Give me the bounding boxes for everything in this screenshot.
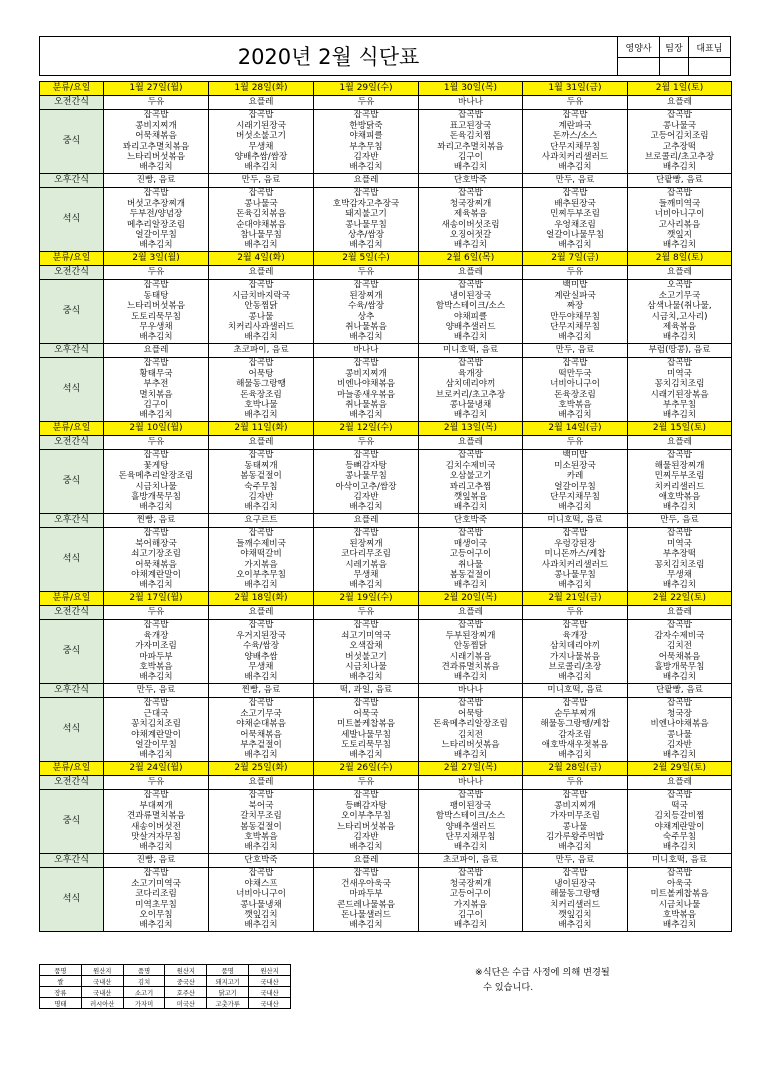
- row-label: 분류/요일: [40, 82, 104, 96]
- notice-line: 수 있습니다.: [483, 982, 534, 993]
- meal-cell: 잡곡밥 콩나물국 돈육김치볶음 순대야채볶음 참나물무침 배추김치: [209, 188, 314, 252]
- meal-cell: 잡곡밥 냉이된장국 함박스테이크/소스 야채피클 양배추샐러드 배추김치: [419, 280, 523, 344]
- meal-cell: 잡곡밥 황태무국 부추전 멸치볶음 김구이 배추김치: [104, 358, 209, 422]
- origin-cell: 가자미: [123, 998, 165, 1009]
- snack-cell: 바나나: [419, 776, 523, 790]
- day-header-row: [40, 252, 732, 266]
- row-label: 오전간식: [40, 96, 104, 110]
- row-label: 중식: [40, 110, 104, 174]
- origin-header-cell: 원산지: [165, 965, 207, 976]
- day-header-row: [40, 82, 732, 96]
- meal-cell: 잡곡밥 미역국 꽁치김치조림 시래기된장볶음 부추무침 배추김치: [628, 358, 732, 422]
- row-label: 석식: [40, 188, 104, 252]
- meal-cell: 잡곡밥 청국장찌개 제육볶음 새송이버섯조림 오징어젓갈 배추김치: [419, 188, 523, 252]
- origin-row: [40, 976, 291, 987]
- meal-cell: 잡곡밥 냉이된장국 해물동그랑땡 치커리샐러드 깻잎김치 배추김치: [523, 868, 628, 932]
- snack-cell: 요플레: [419, 436, 523, 450]
- snack-cell: 두유: [104, 606, 209, 620]
- snack-cell: 두유: [314, 266, 419, 280]
- snack-cell: 요플레: [628, 606, 732, 620]
- snack-cell: 단팥빵, 음료: [628, 684, 732, 698]
- meal-cell: 잡곡밥 콩비지찌개 가자미무조림 콩나물 김가루왕주먹밥 배추김치: [523, 790, 628, 854]
- date-cell: 2월 26일(수): [314, 762, 419, 776]
- snack-cell: 단호박죽: [419, 174, 523, 188]
- origin-cell: 소고기: [123, 987, 165, 998]
- row-label: 오후간식: [40, 344, 104, 358]
- date-cell: 1월 31일(금): [523, 82, 628, 96]
- snack-cell: 진빵, 음료: [104, 174, 209, 188]
- meal-cell: 잡곡밥 김치수제비국 오삼불고기 꽈리고추찜 깻잎볶음 배추김치: [419, 450, 523, 514]
- lunch-row: [40, 110, 732, 174]
- meal-cell: 잡곡밥 아욱국 미트볼케찹볶음 시금치나물 호박볶음 배추김치: [628, 868, 732, 932]
- sign-label-ceo: 대표님: [688, 37, 730, 58]
- row-label: 석식: [40, 868, 104, 932]
- morning-snack-row: [40, 436, 732, 450]
- snack-cell: 두유: [104, 776, 209, 790]
- meal-cell: 잡곡밥 떡만두국 너비아니구이 돈육장조림 호박볶음 배추김치: [523, 358, 628, 422]
- snack-cell: 요구르트: [209, 514, 314, 528]
- snack-cell: 요플레: [419, 606, 523, 620]
- origin-cell: 김치: [123, 976, 165, 987]
- date-cell: 2월 25일(화): [209, 762, 314, 776]
- sign-box-nutritionist: [618, 58, 660, 76]
- notice: [475, 965, 610, 995]
- snack-cell: 단팥빵, 음료: [628, 174, 732, 188]
- date-cell: 2월 12일(수): [314, 422, 419, 436]
- meal-cell: 잡곡밥 육개장 삼치데리야끼 브로커리/초고추장 콩나물냉채 배추김치: [419, 358, 523, 422]
- meal-cell: 잡곡밥 등뼈감자탕 콩나물무침 아삭이고추/쌈장 김자반 배추김치: [314, 450, 419, 514]
- row-label: 오후간식: [40, 174, 104, 188]
- snack-cell: 미니호떡, 음료: [628, 854, 732, 868]
- lunch-row: [40, 620, 732, 684]
- meal-cell: 백미밥 계란실파국 짜장 만두야채무침 단무지채무침 배추김치: [523, 280, 628, 344]
- origin-cell: 러시아산: [81, 998, 123, 1009]
- origin-row: [40, 987, 291, 998]
- snack-cell: 바나나: [419, 684, 523, 698]
- meal-cell: 잡곡밥 배추된장국 민찌두부조림 우엉채조림 얼갈이나물무침 배추김치: [523, 188, 628, 252]
- snack-cell: 만두, 음료: [104, 684, 209, 698]
- meal-cell: 잡곡밥 북어국 갈치무조림 봄동겉절이 호박볶음 배추김치: [209, 790, 314, 854]
- meal-cell: 잡곡밥 청국장 비엔나야채볶음 콩나물 김자반 배추김치: [628, 698, 732, 762]
- meal-cell: 잡곡밥 감자수제비국 김치전 어묵채볶음 흘방개묵무침 배추김치: [628, 620, 732, 684]
- origin-cell: 명태: [40, 998, 82, 1009]
- snack-cell: 떡, 과일, 음료: [314, 684, 419, 698]
- snack-cell: 요플레: [314, 854, 419, 868]
- morning-snack-row: [40, 266, 732, 280]
- snack-cell: 만두, 음료: [523, 174, 628, 188]
- lunch-row: [40, 450, 732, 514]
- sign-box-ceo: [688, 58, 730, 76]
- row-label: 중식: [40, 450, 104, 514]
- snack-cell: 미니호떡, 음료: [419, 344, 523, 358]
- date-cell: 2월 11일(화): [209, 422, 314, 436]
- meal-cell: 잡곡밥 순두부찌개 해물동그랑땡/케찹 감자조림 애호박새우젓볶음 배추김치: [523, 698, 628, 762]
- date-cell: 2월 4일(화): [209, 252, 314, 266]
- meal-cell: 잡곡밥 북어해장국 쇠고기장조림 어묵채볶음 야채계란말이 배추김치: [104, 528, 209, 592]
- date-cell: 2월 27일(목): [419, 762, 523, 776]
- meal-cell: 잡곡밥 버섯고추장찌개 두부전/양념장 메추리알장조림 얼갈이무침 배추김치: [104, 188, 209, 252]
- row-label: 중식: [40, 620, 104, 684]
- lunch-row: [40, 280, 732, 344]
- snack-cell: 요플레: [209, 606, 314, 620]
- meal-cell: 잡곡밥 우렁강된장 미니돈까스/케찹 사과치커리샐러드 콩나물무침 배추김치: [523, 528, 628, 592]
- snack-cell: 미니호떡, 음료: [523, 684, 628, 698]
- origin-cell: 장류: [40, 987, 82, 998]
- date-cell: 2월 28일(금): [523, 762, 628, 776]
- meal-cell: 잡곡밥 육개장 삼치데리야끼 가지나물볶음 브로콜리/초장 배추김치: [523, 620, 628, 684]
- snack-cell: 만두, 음료: [628, 514, 732, 528]
- snack-cell: 바나나: [419, 96, 523, 110]
- date-cell: 1월 29일(수): [314, 82, 419, 96]
- morning-snack-row: [40, 606, 732, 620]
- origin-table: [39, 964, 291, 1009]
- snack-cell: 요플레: [628, 436, 732, 450]
- notice-line: ※식단은 수급 사정에 의해 변경될: [475, 967, 610, 978]
- origin-cell: 고춧가루: [207, 998, 249, 1009]
- meal-cell: 잡곡밥 육개장 가자미조림 마파두부 호박볶음 배추김치: [104, 620, 209, 684]
- row-label: 중식: [40, 790, 104, 854]
- origin-cell: 중국산: [165, 976, 207, 987]
- snack-cell: 단호박죽: [209, 854, 314, 868]
- origin-cell: 국내산: [249, 976, 291, 987]
- date-cell: 2월 6일(목): [419, 252, 523, 266]
- meal-plan-table: [39, 81, 732, 932]
- snack-cell: 두유: [314, 436, 419, 450]
- date-cell: 2월 1일(토): [628, 82, 732, 96]
- snack-cell: 진빵, 음료: [104, 854, 209, 868]
- snack-cell: 요플레: [314, 514, 419, 528]
- dinner-row: [40, 698, 732, 762]
- row-label: 오전간식: [40, 776, 104, 790]
- snack-cell: 만두, 음료: [523, 854, 628, 868]
- meal-cell: 잡곡밥 들깨수제비국 야채떡갈비 가지볶음 오이부추무침 배추김치: [209, 528, 314, 592]
- origin-header-cell: 원산지: [249, 965, 291, 976]
- snack-cell: 요플레: [314, 174, 419, 188]
- meal-cell: 잡곡밥 두부된장찌개 안동찜닭 시래기볶음 견과류멸치볶음 배추김치: [419, 620, 523, 684]
- afternoon-snack-row: [40, 514, 732, 528]
- day-header-row: [40, 422, 732, 436]
- afternoon-snack-row: [40, 854, 732, 868]
- afternoon-snack-row: [40, 174, 732, 188]
- date-cell: 2월 29일(토): [628, 762, 732, 776]
- meal-cell: 잡곡밥 표고된장국 돈육김치찜 꽈리고추멸치볶음 김구이 배추김치: [419, 110, 523, 174]
- afternoon-snack-row: [40, 684, 732, 698]
- row-label: 오전간식: [40, 436, 104, 450]
- snack-cell: 두유: [523, 266, 628, 280]
- meal-cell: 잡곡밥 건새우아욱국 마파두부 콘드레나물볶음 돈나물샐러드 배추김치: [314, 868, 419, 932]
- snack-cell: 두유: [314, 96, 419, 110]
- meal-cell: 잡곡밥 시금치바지락국 안동찜닭 콩나물 치커리사과샐러드 배추김치: [209, 280, 314, 344]
- meal-cell: 잡곡밥 어묵탕 돈육메추리알장조림 김치전 느타리버섯볶음 배추김치: [419, 698, 523, 762]
- snack-cell: 두유: [523, 436, 628, 450]
- meal-cell: 잡곡밥 소고기미역국 코다리조림 미역초무침 오이무침 배추김치: [104, 868, 209, 932]
- date-cell: 2월 3일(월): [104, 252, 209, 266]
- snack-cell: 두유: [104, 266, 209, 280]
- sign-label-nutritionist: 영양사: [618, 37, 660, 58]
- row-label: 분류/요일: [40, 422, 104, 436]
- morning-snack-row: [40, 776, 732, 790]
- lunch-row: [40, 790, 732, 854]
- snack-cell: 요플레: [628, 96, 732, 110]
- date-cell: 2월 18일(화): [209, 592, 314, 606]
- snack-cell: 부럼(땅콩), 음료: [628, 344, 732, 358]
- origin-header-cell: 원산지: [81, 965, 123, 976]
- origin-header-cell: 품명: [40, 965, 82, 976]
- snack-cell: 두유: [523, 776, 628, 790]
- origin-row: [40, 998, 291, 1009]
- snack-cell: 만두, 음료: [523, 344, 628, 358]
- afternoon-snack-row: [40, 344, 732, 358]
- date-cell: 2월 14일(금): [523, 422, 628, 436]
- row-label: 오전간식: [40, 266, 104, 280]
- snack-cell: 요플레: [209, 96, 314, 110]
- dinner-row: [40, 528, 732, 592]
- sign-box-team-leader: [660, 58, 689, 76]
- origin-cell: 돼지고기: [207, 976, 249, 987]
- meal-cell: 잡곡밥 등뼈감자탕 오이부추무침 느타리버섯볶음 김자반 배추김치: [314, 790, 419, 854]
- snack-cell: 요플레: [209, 776, 314, 790]
- date-cell: 2월 22일(토): [628, 592, 732, 606]
- snack-cell: 요플레: [209, 436, 314, 450]
- meal-cell: 잡곡밥 된장찌개 코다리무조림 시레기볶음 무생채 배추김치: [314, 528, 419, 592]
- row-label: 오후간식: [40, 514, 104, 528]
- row-label: 오후간식: [40, 684, 104, 698]
- origin-header-cell: 품명: [207, 965, 249, 976]
- day-header-row: [40, 592, 732, 606]
- meal-cell: 잡곡밥 한방닭죽 야채피클 부추무침 김자반 배추김치: [314, 110, 419, 174]
- meal-cell: 잡곡밥 미역국 부추장떡 꽁치김치조림 무생채 배추김치: [628, 528, 732, 592]
- meal-cell: 잡곡밥 근대국 꽁치김치조림 야채계란말이 얼갈이무침 배추김치: [104, 698, 209, 762]
- page-title: 2020년 2월 식단표: [40, 37, 618, 76]
- meal-cell: 잡곡밥 콩비지찌개 비엔나야채볶음 마늘종새우볶음 취나물볶음 배추김치: [314, 358, 419, 422]
- date-cell: 1월 30일(목): [419, 82, 523, 96]
- meal-cell: 잡곡밥 호박감자고추장국 돼지불고기 콩나물무침 상추/쌈장 배추김치: [314, 188, 419, 252]
- dinner-row: [40, 358, 732, 422]
- row-label: 석식: [40, 528, 104, 592]
- origin-cell: 미국산: [165, 998, 207, 1009]
- meal-cell: 잡곡밥 동태찌개 봄동겉절이 숙주무침 김자반 배추김치: [209, 450, 314, 514]
- origin-cell: 쌀: [40, 976, 82, 987]
- morning-snack-row: [40, 96, 732, 110]
- meal-cell: 잡곡밥 콩비지찌개 어묵채볶음 꽈리고추멸치볶음 느타리버섯볶음 배추김치: [104, 110, 209, 174]
- meal-cell: 잡곡밥 꽃게탕 돈육메추리알장조림 시금치나물 흘방개묵무침 배추김치: [104, 450, 209, 514]
- dinner-row: [40, 188, 732, 252]
- snack-cell: 초코파이, 음료: [419, 854, 523, 868]
- date-cell: 2월 19일(수): [314, 592, 419, 606]
- snack-cell: 두유: [104, 96, 209, 110]
- date-cell: 1월 27일(월): [104, 82, 209, 96]
- meal-cell: 잡곡밥 쇠고기미역국 오색잡채 버섯불고기 시금치나물 배추김치: [314, 620, 419, 684]
- row-label: 석식: [40, 358, 104, 422]
- meal-cell: 잡곡밥 시래기된장국 버섯소불고기 무생채 양배추쌈/쌈장 배추김치: [209, 110, 314, 174]
- date-cell: 1월 28일(화): [209, 82, 314, 96]
- snack-cell: 만두, 음료: [209, 174, 314, 188]
- meal-cell: 잡곡밥 계란파국 돈까스/소스 단무지채무침 사과치커리샐러드 배추김치: [523, 110, 628, 174]
- snack-cell: 요플레: [104, 344, 209, 358]
- row-label: 분류/요일: [40, 592, 104, 606]
- date-cell: 2월 20일(목): [419, 592, 523, 606]
- row-label: 오전간식: [40, 606, 104, 620]
- row-label: 분류/요일: [40, 252, 104, 266]
- origin-header-cell: 품명: [123, 965, 165, 976]
- snack-cell: 요플레: [209, 266, 314, 280]
- snack-cell: 미니호떡, 음료: [523, 514, 628, 528]
- date-cell: 2월 5일(수): [314, 252, 419, 266]
- snack-cell: 두유: [104, 436, 209, 450]
- snack-cell: 찐빵, 음료: [104, 514, 209, 528]
- meal-cell: 오곡밥 소고기무국 삼색나물(취나물, 시금치,고사리) 제육볶음 배추김치: [628, 280, 732, 344]
- snack-cell: 요플레: [419, 266, 523, 280]
- menu-header: [39, 36, 731, 76]
- row-label: 중식: [40, 280, 104, 344]
- snack-cell: 초코파이, 음료: [209, 344, 314, 358]
- snack-cell: 두유: [523, 96, 628, 110]
- date-cell: 2월 17일(월): [104, 592, 209, 606]
- row-label: 오후간식: [40, 854, 104, 868]
- origin-cell: 국내산: [249, 998, 291, 1009]
- origin-cell: 국내산: [81, 976, 123, 987]
- origin-header-row: [40, 965, 291, 976]
- date-cell: 2월 21일(금): [523, 592, 628, 606]
- origin-cell: 호주산: [165, 987, 207, 998]
- meal-cell: 잡곡밥 들깨미역국 너비아니구이 고사리볶음 깻잎지 배추김치: [628, 188, 732, 252]
- origin-cell: 닭고기: [207, 987, 249, 998]
- meal-cell: 잡곡밥 우거지된장국 수육/쌈장 양배추쌈 무생채 배추김치: [209, 620, 314, 684]
- row-label: 석식: [40, 698, 104, 762]
- snack-cell: 요플레: [628, 776, 732, 790]
- meal-cell: 잡곡밥 어묵탕 해물동그랑땡 돈육장조림 호박나물 배추김치: [209, 358, 314, 422]
- dinner-row: [40, 868, 732, 932]
- snack-cell: 단호박죽: [419, 514, 523, 528]
- snack-cell: 찐빵, 음료: [209, 684, 314, 698]
- origin-cell: 국내산: [249, 987, 291, 998]
- meal-cell: 잡곡밥 소고기무국 야채순대볶음 어묵채볶음 부추겉절이 배추김치: [209, 698, 314, 762]
- date-cell: 2월 13일(목): [419, 422, 523, 436]
- meal-cell: 백미밥 미소된장국 카레 얼갈이무침 단무지채무침 배추김치: [523, 450, 628, 514]
- day-header-row: [40, 762, 732, 776]
- sign-label-team-leader: 팀장: [660, 37, 689, 58]
- date-cell: 2월 8일(토): [628, 252, 732, 266]
- origin-cell: 국내산: [81, 987, 123, 998]
- snack-cell: 요플레: [628, 266, 732, 280]
- date-cell: 2월 24일(월): [104, 762, 209, 776]
- date-cell: 2월 7일(금): [523, 252, 628, 266]
- meal-cell: 잡곡밥 부대찌개 견과류멸치볶음 새송이버섯전 맛살겨자무침 배추김치: [104, 790, 209, 854]
- meal-cell: 잡곡밥 해물된장찌개 민찌두부조림 치커리샐러드 애호박볶음 배추김치: [628, 450, 732, 514]
- snack-cell: 바나나: [314, 344, 419, 358]
- snack-cell: 두유: [314, 606, 419, 620]
- meal-cell: 잡곡밥 야채스프 너비아니구이 콩나물냉채 깻잎김치 배추김치: [209, 868, 314, 932]
- meal-cell: 잡곡밥 된장찌개 수육/쌈장 상추 취나물볶음 배추김치: [314, 280, 419, 344]
- date-cell: 2월 10일(월): [104, 422, 209, 436]
- meal-cell: 잡곡밥 매생이국 고등어구이 취나물 봄동겉절이 배추김치: [419, 528, 523, 592]
- date-cell: 2월 15일(토): [628, 422, 732, 436]
- snack-cell: 두유: [523, 606, 628, 620]
- meal-cell: 잡곡밥 동태탕 느타리버섯볶음 도토리묵무침 무우생채 배추김치: [104, 280, 209, 344]
- meal-cell: 잡곡밥 청국장찌개 고등어구이 가지볶음 김구이 배추김치: [419, 868, 523, 932]
- meal-cell: 잡곡밥 어묵국 미트볼케찹볶음 세발나물무침 도토리묵무침 배추김치: [314, 698, 419, 762]
- meal-cell: 잡곡밥 떡국 김치등갈비찜 야채계란말이 숙주무침 배추김치: [628, 790, 732, 854]
- meal-cell: 잡곡밥 콩나물국 고등어김치조림 고추장떡 브로콜리/초고추장 배추김치: [628, 110, 732, 174]
- meal-cell: 잡곡밥 팽이된장국 함박스테이크/소스 양배추샐러드 단무지채무침 배추김치: [419, 790, 523, 854]
- snack-cell: 두유: [314, 776, 419, 790]
- row-label: 분류/요일: [40, 762, 104, 776]
